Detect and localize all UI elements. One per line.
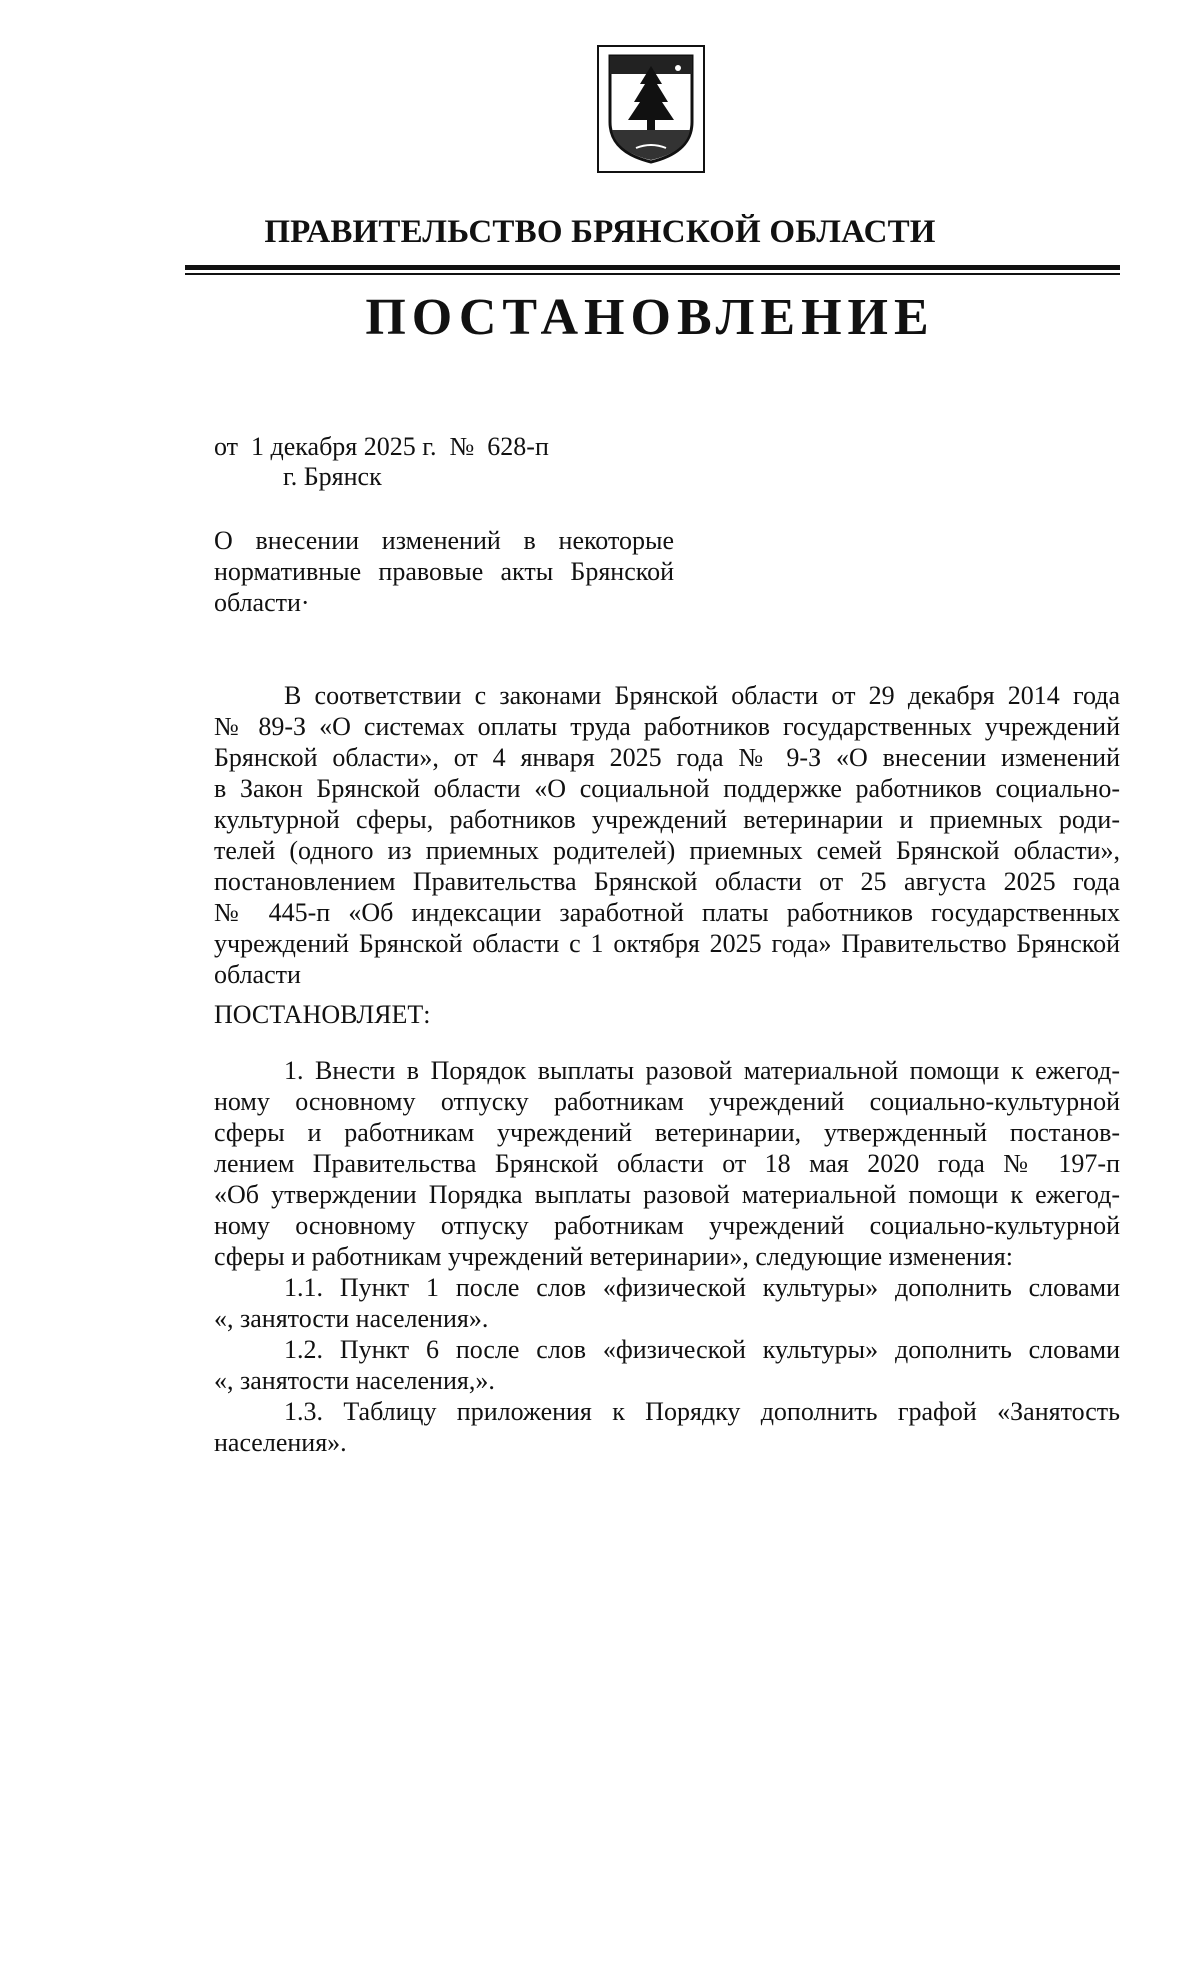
preamble-line: В соответствии с законами Брянской области от 29 декабря 2014 года [284, 681, 1120, 710]
item-line: 1.3. Таблицу приложения к Порядку дополнить графой «Занятость [284, 1397, 1120, 1426]
item-line: ному основному отпуску работникам учреждений социально-культурной [214, 1087, 1120, 1116]
subject-line: О внесении изменений в некоторые [214, 526, 674, 555]
item-line: «, занятости населения,». [214, 1366, 495, 1395]
preamble-line: культурной сферы, работников учреждений ветеринарии и приемных роди- [214, 805, 1120, 834]
subject-line: нормативные правовые акты Брянской [214, 557, 674, 586]
item-line: населения». [214, 1428, 347, 1457]
item-line: 1.1. Пункт 1 после слов «физической культуры» дополнить словами [284, 1273, 1120, 1302]
preamble-line: постановлением Правительства Брянской области от 25 августа 2025 года [214, 867, 1120, 896]
item-line: 1. Внести в Порядок выплаты разовой материальной помощи к ежегод- [284, 1056, 1120, 1085]
item-line: ному основному отпуску работникам учреждений социально-культурной [214, 1211, 1120, 1240]
document-subject [214, 525, 674, 618]
items-paragraphs [214, 1055, 1120, 1458]
item-line: «Об утверждении Порядка выплаты разовой материальной помощи к ежегод- [214, 1180, 1120, 1209]
date-and-number: от 1 декабря 2025 г. № 628-п [214, 432, 549, 461]
document-type-title: ПОСТАНОВЛЕНИЕ [365, 289, 935, 346]
item-line: сферы и работникам учреждений ветеринарии, утвержденный постанов- [214, 1118, 1120, 1147]
item-line: сферы и работникам учреждений ветеринарии», следующие изменения: [214, 1242, 1013, 1271]
city: г. Брянск [283, 462, 382, 491]
header-rule-thin [185, 273, 1120, 275]
organization-title: ПРАВИТЕЛЬСТВО БРЯНСКОЙ ОБЛАСТИ [264, 214, 936, 250]
preamble-line: № 445-п «Об индексации заработной платы работников государственных [214, 898, 1120, 927]
preamble-line: телей (одного из приемных родителей) приемных семей Брянской области», [214, 836, 1120, 865]
preamble-paragraph [214, 680, 1120, 990]
item-line: «, занятости населения». [214, 1304, 489, 1333]
subject-line: области· [214, 588, 310, 617]
preamble-line: в Закон Брянской области «О социальной поддержке работников социально- [214, 774, 1120, 803]
preamble-line: № 89-З «О системах оплаты труда работников государственных учреждений [214, 712, 1120, 741]
bryansk-coat-of-arms-icon [596, 44, 706, 174]
resolves-heading: ПОСТАНОВЛЯЕТ: [214, 1000, 431, 1029]
preamble-line: учреждений Брянской области с 1 октября 2025 года» Правительство Брянской [214, 929, 1120, 958]
preamble-line: области [214, 960, 301, 989]
preamble-line: Брянской области», от 4 января 2025 года № 9-З «О внесении изменений [214, 743, 1120, 772]
item-line: лением Правительства Брянской области от 18 мая 2020 года № 197-п [214, 1149, 1120, 1178]
item-line: 1.2. Пункт 6 после слов «физической культуры» дополнить словами [284, 1335, 1120, 1364]
header-rule-thick [185, 265, 1120, 270]
